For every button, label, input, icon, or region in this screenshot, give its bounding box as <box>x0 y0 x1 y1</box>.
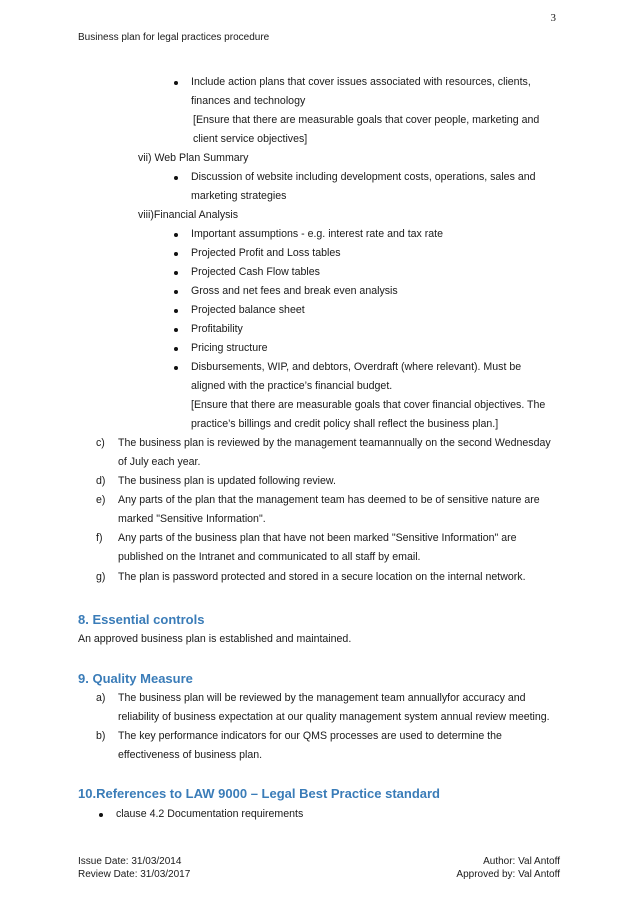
bullet-icon <box>174 309 178 313</box>
bullet-icon <box>174 233 178 237</box>
list-item: The business plan will be reviewed by the management team annuallyfor accuracy and <box>118 692 526 704</box>
list-item: Projected balance sheet <box>191 304 305 316</box>
note-text: client service objectives] <box>193 133 308 145</box>
section-heading-essential-controls: 8. Essential controls <box>78 612 205 627</box>
section-heading-quality-measure: 9. Quality Measure <box>78 671 193 686</box>
bullet-icon <box>174 176 178 180</box>
list-label: g) <box>96 571 106 583</box>
footer-issue-date: Issue Date: 31/03/2014 <box>78 856 182 867</box>
footer-author: Author: Val Antoff <box>483 856 560 867</box>
list-item: clause 4.2 Documentation requirements <box>116 808 304 820</box>
list-label: e) <box>96 494 106 506</box>
list-item: Pricing structure <box>191 342 268 354</box>
page-number: 3 <box>550 12 556 24</box>
list-label: b) <box>96 730 106 742</box>
list-item-cont: effectiveness of business plan. <box>118 749 263 761</box>
list-item: The business plan is reviewed by the management teamannually on the second Wednesday <box>118 437 551 449</box>
bullet-icon <box>174 252 178 256</box>
bullet-icon <box>174 366 178 370</box>
bullet-icon <box>99 813 103 817</box>
list-item-cont: reliability of business expectation at our quality management system annual review meeting. <box>118 711 550 723</box>
list-item: The plan is password protected and stored in a secure location on the internal network. <box>118 571 526 583</box>
note-text: practice’s billings and credit policy shall reflect the business plan.] <box>191 418 499 430</box>
list-item: Discussion of website including development costs, operations, sales and <box>191 171 536 183</box>
note-text: [Ensure that there are measurable goals that cover financial objectives. The <box>191 399 546 411</box>
list-item: Any parts of the business plan that have not been marked "Sensitive Information" are <box>118 532 517 544</box>
list-label: d) <box>96 475 106 487</box>
list-item-cont: of July each year. <box>118 456 201 468</box>
list-item-cont: published on the Intranet and communicated to all staff by email. <box>118 551 421 563</box>
list-label: a) <box>96 692 106 704</box>
list-item: Profitability <box>191 323 243 335</box>
bullet-icon <box>174 81 178 85</box>
list-item: Projected Cash Flow tables <box>191 266 320 278</box>
footer-review-date: Review Date: 31/03/2017 <box>78 869 191 880</box>
list-item-cont: marketing strategies <box>191 190 287 202</box>
list-item: Projected Profit and Loss tables <box>191 247 341 259</box>
list-item: Disbursements, WIP, and debtors, Overdraft (where relevant). Must be <box>191 361 522 373</box>
list-item: Include action plans that cover issues associated with resources, clients, <box>191 76 531 88</box>
section-heading-references: 10.References to LAW 9000 – Legal Best Practice standard <box>78 786 440 801</box>
list-item-cont: marked "Sensitive Information". <box>118 513 266 525</box>
bullet-icon <box>174 347 178 351</box>
list-item-cont: finances and technology <box>191 95 306 107</box>
list-item: Any parts of the plan that the management team has deemed to be of sensitive nature are <box>118 494 540 506</box>
list-item: Gross and net fees and break even analysis <box>191 285 398 297</box>
list-item-cont: aligned with the practice’s financial budget. <box>191 380 393 392</box>
subsection-vii: vii) Web Plan Summary <box>138 152 249 164</box>
list-label: c) <box>96 437 105 449</box>
list-item: The business plan is updated following review. <box>118 475 336 487</box>
header-title: Business plan for legal practices procedure <box>78 32 270 43</box>
note-text: [Ensure that there are measurable goals that cover people, marketing and <box>193 114 540 126</box>
bullet-icon <box>174 290 178 294</box>
footer-approved-by: Approved by: Val Antoff <box>456 869 560 880</box>
list-item: The key performance indicators for our QMS processes are used to determine the <box>118 730 502 742</box>
list-label: f) <box>96 532 103 544</box>
list-item: Important assumptions - e.g. interest rate and tax rate <box>191 228 444 240</box>
subsection-viii: viii)Financial Analysis <box>138 209 239 221</box>
bullet-icon <box>174 271 178 275</box>
paragraph: An approved business plan is established and maintained. <box>78 633 352 645</box>
bullet-icon <box>174 328 178 332</box>
